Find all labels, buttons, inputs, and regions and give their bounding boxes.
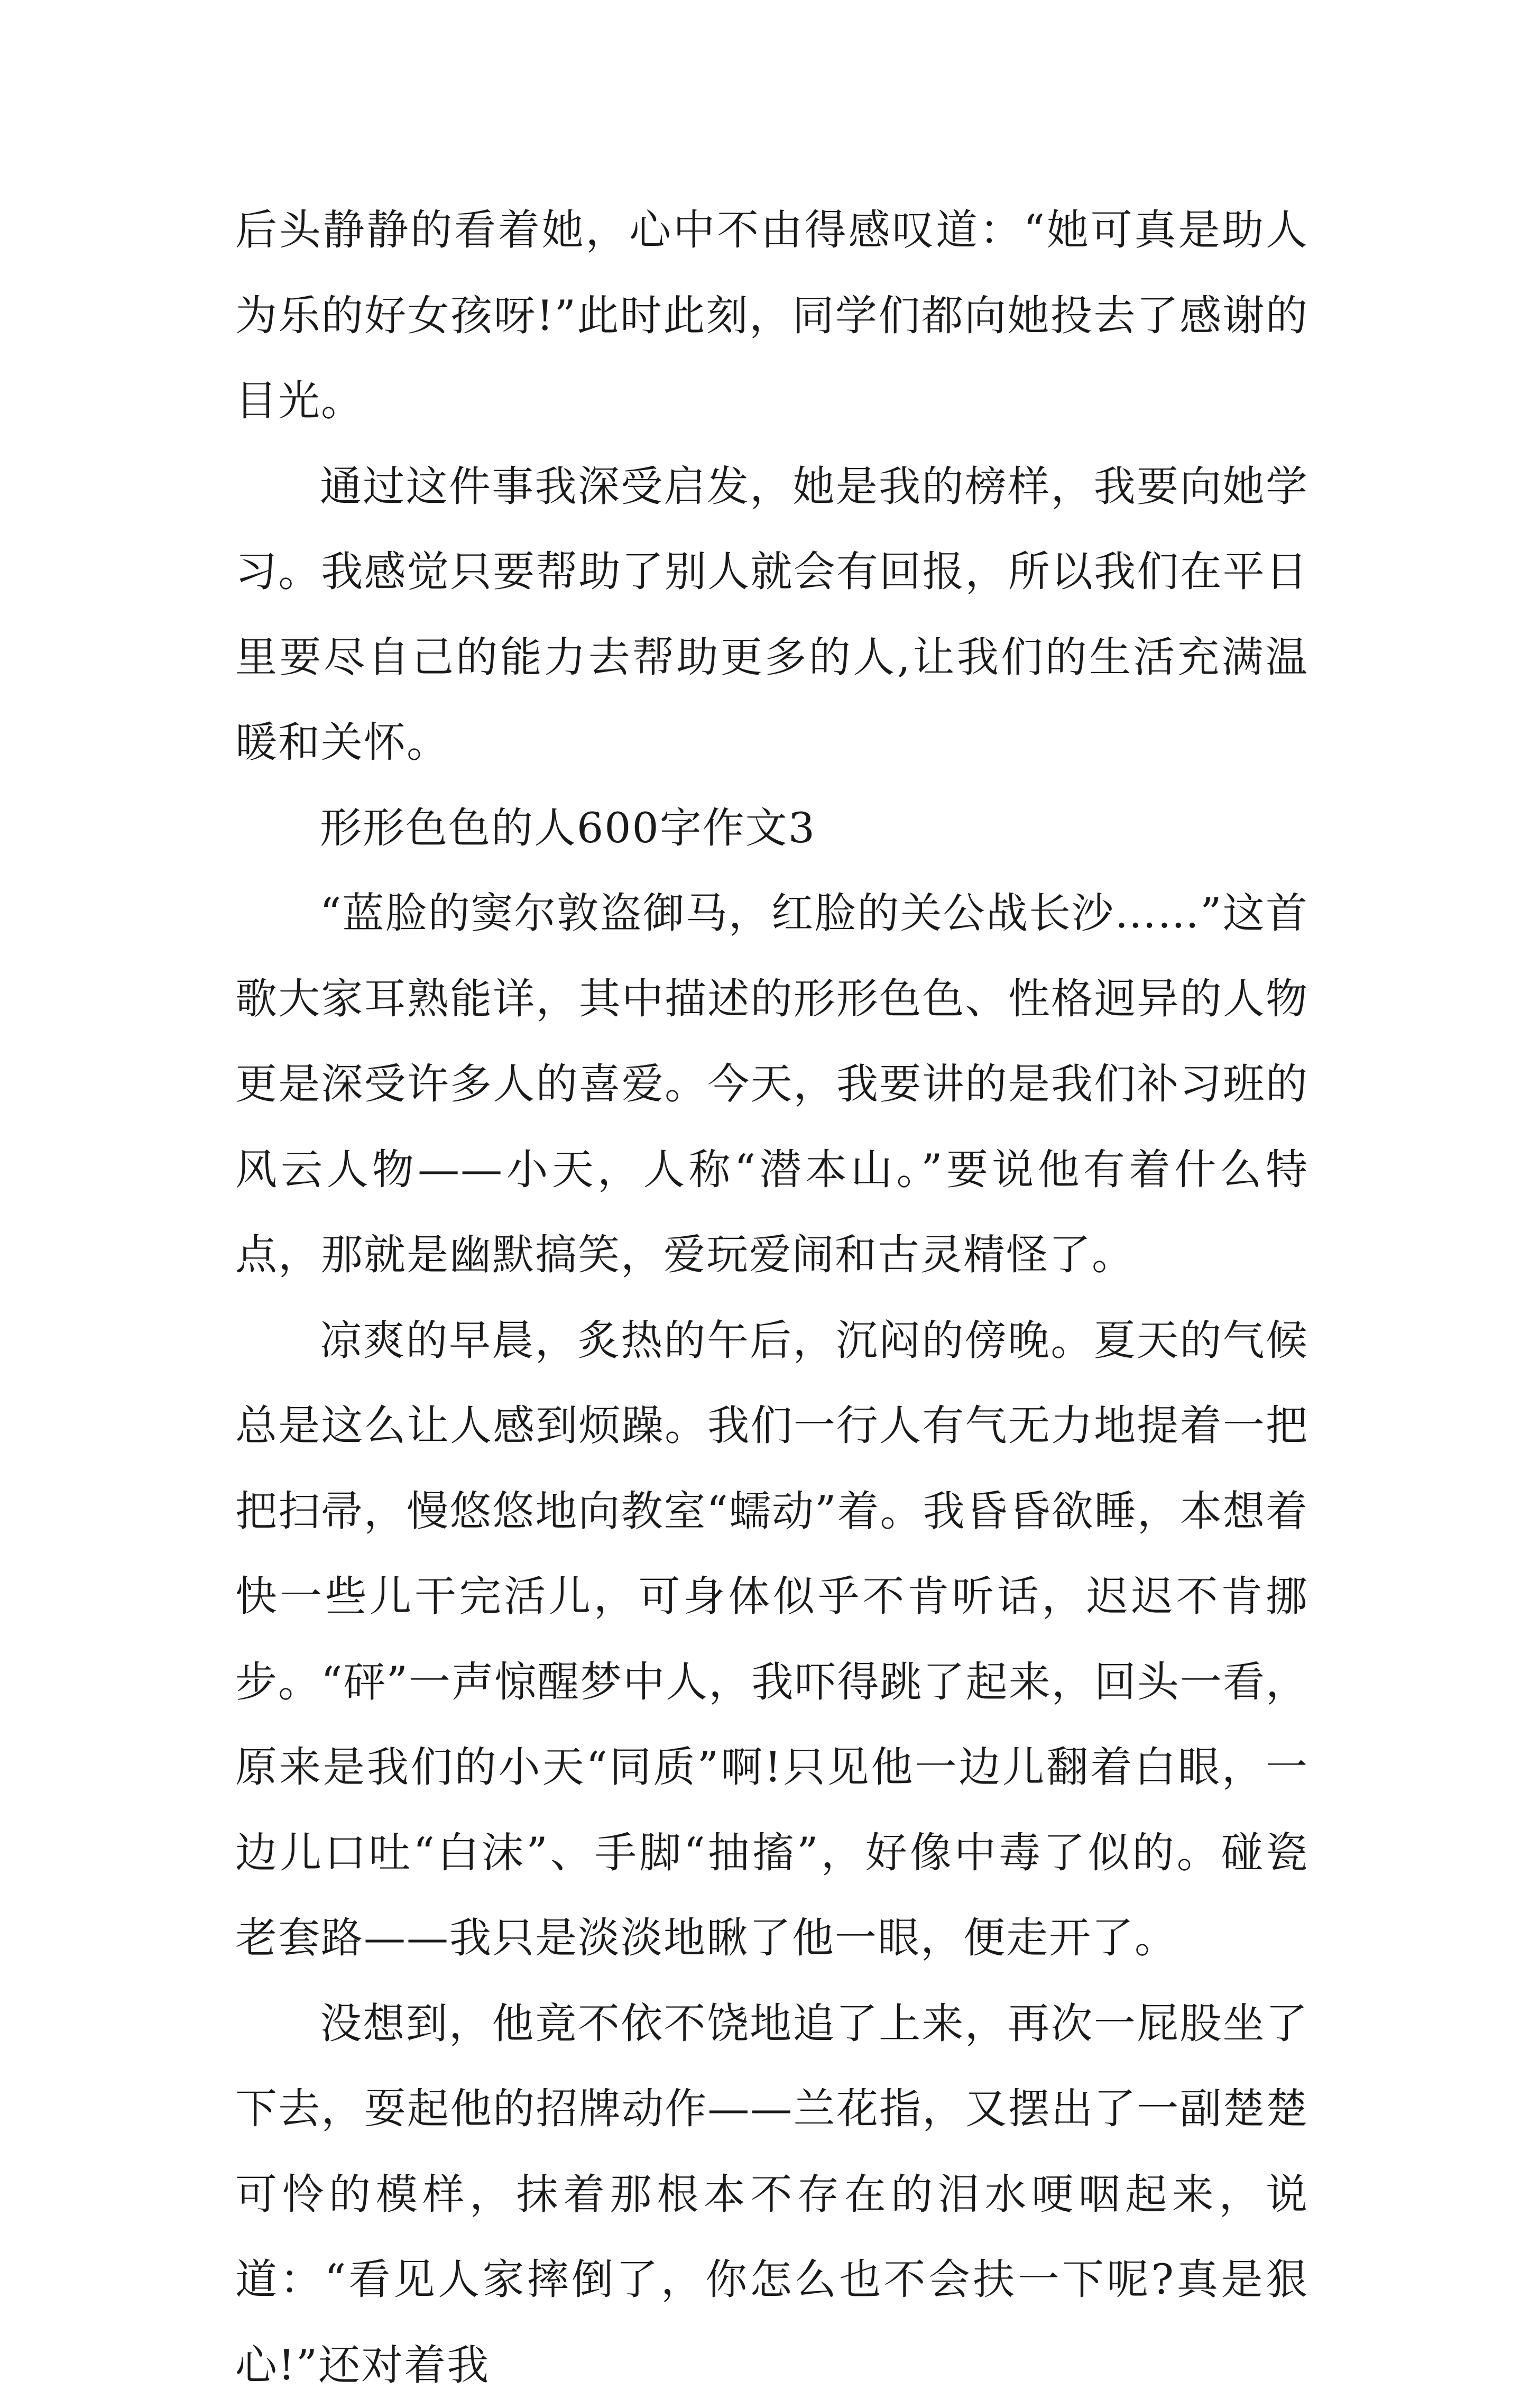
paragraph-reflection: 通过这件事我深受启发，她是我的榜样，我要向她学习。我感觉只要帮助了别人就会有回报，所以我们在平日里要尽自己的能力去帮助更多的人,让我们的生活充满温暖和关怀。 (235, 444, 1308, 786)
paragraph-introduction: “蓝脸的窦尔敦盗御马，红脸的关公战长沙……”这首歌大家耳熟能详，其中描述的形形色色、性格迥异的人物更是深受许多人的喜爱。今天，我要讲的是我们补习班的风云人物——小天，人称“潜本山。”要说他有着什么特点，那就是幽默搞笑，爱玩爱闹和古灵精怪了。 (235, 871, 1308, 1298)
paragraph-orchid-finger: 没想到，他竟不依不饶地追了上来，再次一屁股坐了下去，耍起他的招牌动作——兰花指，又摆出了一副楚楚可怜的模样，抹着那根本不存在的泪水哽咽起来，说道：“看见人家摔倒了，你怎么也不会扶一下呢?真是狠心!”还对着我 (235, 1981, 1308, 2408)
essay-title: 形形色色的人600字作文3 (235, 786, 1308, 871)
paragraph-summer-scene: 凉爽的早晨，炙热的午后，沉闷的傍晚。夏天的气候总是这么让人感到烦躁。我们一行人有气无力地提着一把把扫帚，慢悠悠地向教室“蠕动”着。我昏昏欲睡，本想着快一些儿干完活儿，可身体似乎不肯听话，迟迟不肯挪步。“砰”一声惊醒梦中人，我吓得跳了起来，回头一看，原来是我们的小天“同质”啊!只见他一边儿翻着白眼，一边儿口吐“白沫”、手脚“抽搐”，好像中毒了似的。碰瓷老套路——我只是淡淡地瞅了他一眼，便走开了。 (235, 1298, 1308, 1981)
paragraph-continuation: 后头静静的看着她，心中不由得感叹道：“她可真是助人为乐的好女孩呀!”此时此刻，同学们都向她投去了感谢的目光。 (235, 188, 1308, 444)
document-body (235, 188, 1308, 2408)
